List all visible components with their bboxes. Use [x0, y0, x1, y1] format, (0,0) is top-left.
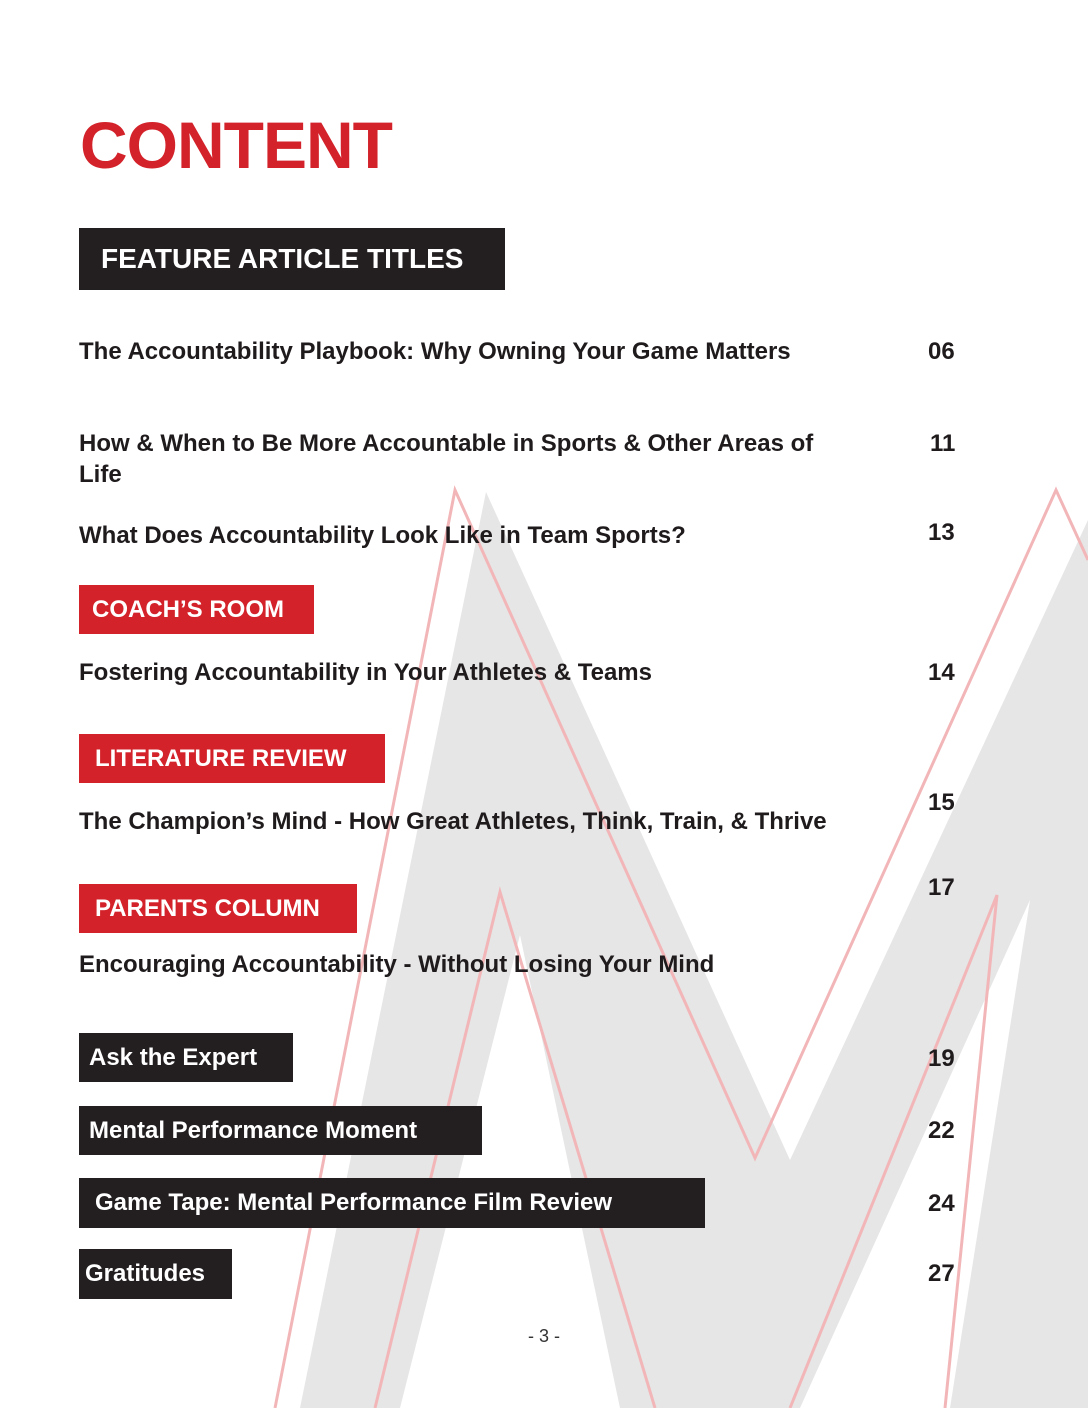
toc-page-number: 27	[928, 1260, 955, 1287]
toc-page-number: 19	[928, 1045, 955, 1072]
toc-page-number: 15	[928, 789, 955, 816]
coachs-room-label: COACH’S ROOM	[79, 585, 314, 634]
literature-review-label: LITERATURE REVIEW	[79, 734, 385, 783]
toc-page-number: 11	[930, 430, 956, 457]
game-tape-label[interactable]: Game Tape: Mental Performance Film Review	[79, 1178, 705, 1228]
page-title: CONTENT	[80, 108, 392, 182]
toc-page-number: 14	[928, 659, 955, 686]
toc-page-number: 24	[928, 1190, 955, 1217]
mental-performance-moment-label[interactable]: Mental Performance Moment	[79, 1106, 482, 1155]
toc-entry-title[interactable]: Fostering Accountability in Your Athletes & Teams	[79, 659, 652, 686]
footer-page-number: - 3 -	[527, 1326, 560, 1346]
toc-page-number: 06	[928, 338, 955, 365]
toc-page-number: 22	[928, 1117, 955, 1144]
toc-entry-title[interactable]: The Accountability Playbook: Why Owning Your Game Matters	[79, 338, 791, 365]
toc-entry-title[interactable]: Encouraging Accountability - Without Losing Your Mind	[79, 951, 715, 978]
toc-entry-title[interactable]: What Does Accountability Look Like in Team Sports?	[79, 522, 686, 549]
toc-page-number: 17	[928, 874, 955, 901]
ask-the-expert-label[interactable]: Ask the Expert	[79, 1033, 293, 1082]
toc-entry-title[interactable]: The Champion’s Mind - How Great Athletes, Think, Train, & Thrive	[79, 808, 827, 835]
gratitudes-label[interactable]: Gratitudes	[79, 1249, 232, 1299]
feature-article-titles-header: FEATURE ARTICLE TITLES	[79, 228, 505, 290]
parents-column-label: PARENTS COLUMN	[79, 884, 357, 933]
toc-entry-title[interactable]: How & When to Be More Accountable in Sports & Other Areas of Life	[79, 430, 814, 488]
toc-page-number: 13	[928, 519, 955, 546]
